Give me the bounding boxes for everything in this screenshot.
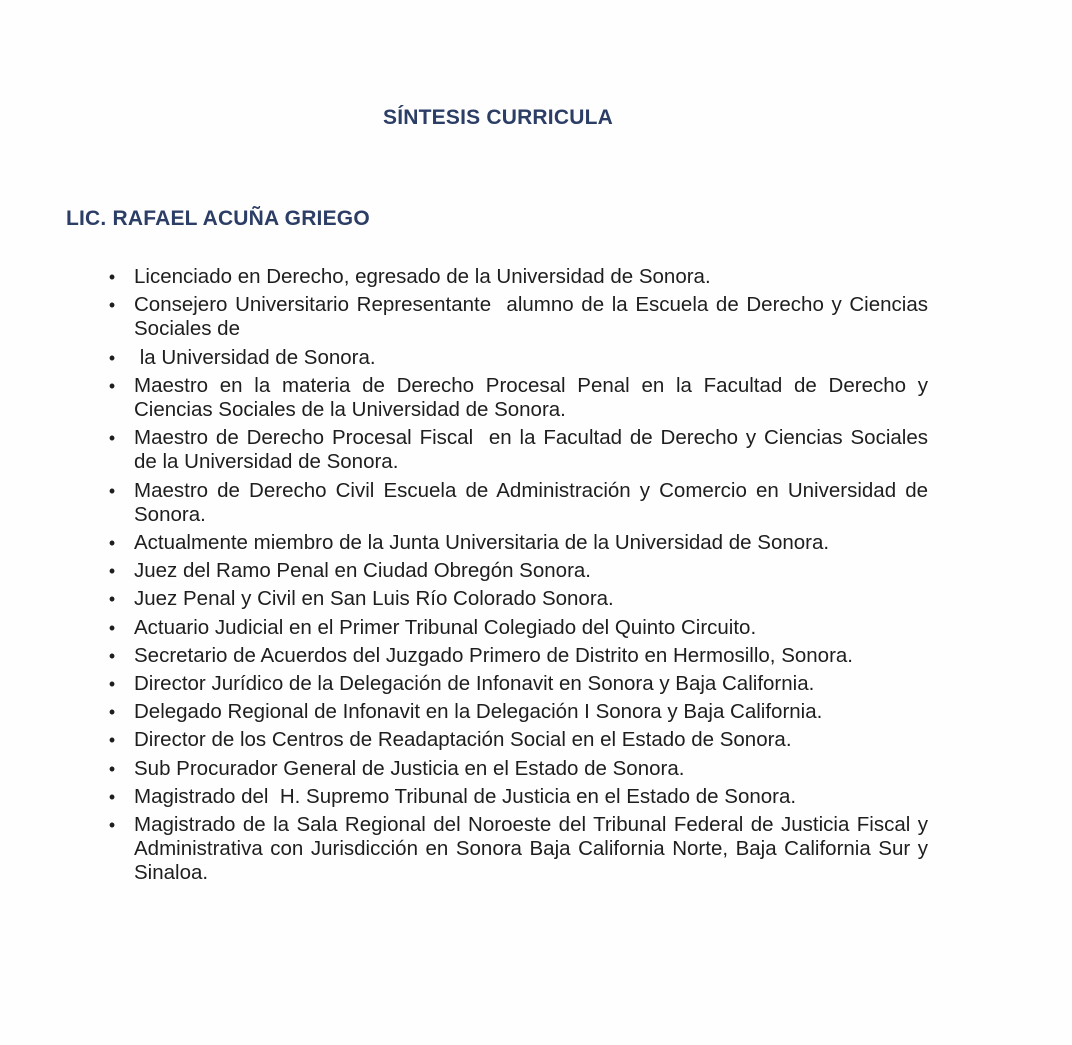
list-item bbox=[100, 813, 934, 886]
list-item-text: Juez del Ramo Penal en Ciudad Obregón Sonora. bbox=[134, 559, 591, 583]
list-item-text: Actualmente miembro de la Junta Universitaria de la Universidad de Sonora. bbox=[134, 531, 830, 555]
bullet-icon: • bbox=[108, 674, 116, 695]
bullet-icon: • bbox=[108, 347, 116, 368]
list-item-text: Secretario de Acuerdos del Juzgado Primero de Distrito en Hermosillo, Sonora. bbox=[134, 643, 853, 667]
bullet-icon: • bbox=[108, 561, 116, 582]
bullet-icon: • bbox=[108, 428, 116, 449]
list-item-text: Director Jurídico de la Delegación de Infonavit en Sonora y Baja California. bbox=[134, 672, 815, 696]
list-item bbox=[100, 587, 928, 611]
bullet-icon: • bbox=[108, 480, 116, 501]
list-item bbox=[100, 700, 928, 724]
list-item-text: la Universidad de Sonora. bbox=[134, 345, 376, 369]
list-item bbox=[100, 265, 928, 289]
bullet-icon: • bbox=[108, 758, 116, 779]
list-item bbox=[100, 426, 934, 474]
list-item-text: Maestro en la materia de Derecho Procesal Penal en la Facultad de Derecho y Ciencias Sociales de la Universidad de Sonora. bbox=[134, 373, 934, 422]
person-name: LIC. RAFAEL ACUÑA GRIEGO bbox=[66, 207, 370, 230]
curriculum-list bbox=[100, 265, 934, 890]
list-item-text: Actuario Judicial en el Primer Tribunal Colegiado del Quinto Circuito. bbox=[134, 615, 757, 639]
bullet-icon: • bbox=[108, 267, 116, 287]
document-title: SÍNTESIS CURRICULA bbox=[383, 106, 613, 129]
list-item bbox=[100, 644, 928, 668]
list-item bbox=[100, 293, 934, 341]
list-item-text: Licenciado en Derecho, egresado de la Universidad de Sonora. bbox=[134, 265, 711, 288]
bullet-icon: • bbox=[108, 617, 116, 638]
list-item-text: Sub Procurador General de Justicia en el Estado de Sonora. bbox=[134, 756, 685, 780]
list-item bbox=[100, 785, 928, 809]
bullet-icon: • bbox=[108, 815, 116, 836]
list-item-text: Maestro de Derecho Procesal Fiscal en la Facultad de Derecho y Ciencias Sociales de la Universidad de Sonora. bbox=[134, 426, 934, 474]
list-item-text: Magistrado de la Sala Regional del Noroeste del Tribunal Federal de Justicia Fiscal y Administrativa con Jurisdicción en Sonora Baja California Norte, Baja California Sur y Sinaloa. bbox=[134, 813, 934, 885]
list-item-text: Maestro de Derecho Civil Escuela de Administración y Comercio en Universidad de Sonora. bbox=[134, 478, 934, 526]
bullet-icon: • bbox=[108, 533, 116, 554]
list-item-text: Consejero Universitario Representante alumno de la Escuela de Derecho y Ciencias Sociales de bbox=[134, 293, 934, 341]
bullet-icon: • bbox=[108, 589, 116, 610]
list-item bbox=[100, 346, 928, 370]
bullet-icon: • bbox=[108, 786, 116, 807]
list-item-text: Magistrado del H. Supremo Tribunal de Justicia en el Estado de Sonora. bbox=[134, 784, 797, 808]
bullet-icon: • bbox=[108, 730, 116, 751]
list-item bbox=[100, 373, 934, 422]
list-item bbox=[100, 478, 934, 527]
list-item-text: Delegado Regional de Infonavit en la Delegación I Sonora y Baja California. bbox=[134, 700, 823, 724]
list-item bbox=[100, 616, 928, 640]
list-item bbox=[100, 757, 928, 781]
list-item bbox=[100, 531, 928, 555]
bullet-icon: • bbox=[108, 295, 116, 316]
list-item-text: Juez Penal y Civil en San Luis Río Colorado Sonora. bbox=[134, 587, 614, 611]
list-item bbox=[100, 728, 928, 752]
bullet-icon: • bbox=[108, 375, 116, 396]
bullet-icon: • bbox=[108, 702, 116, 723]
list-item bbox=[100, 672, 928, 696]
list-item-text: Director de los Centros de Readaptación Social en el Estado de Sonora. bbox=[134, 728, 792, 752]
list-item bbox=[100, 559, 928, 583]
bullet-icon: • bbox=[108, 645, 116, 666]
